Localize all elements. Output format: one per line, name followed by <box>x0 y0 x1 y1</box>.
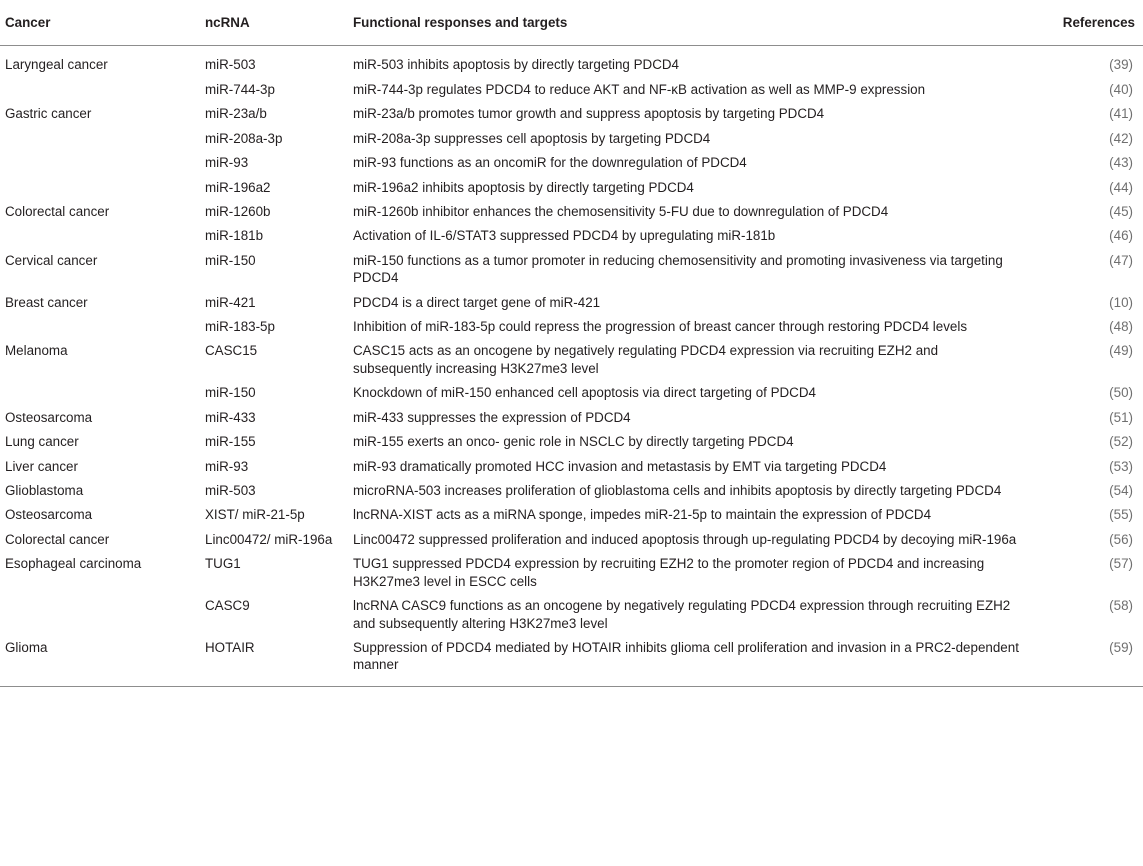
ref-paren-open: ( <box>1109 483 1114 499</box>
cell-ncrna: HOTAIR <box>200 635 348 686</box>
ref-paren-close: ) <box>1128 203 1133 219</box>
cell-cancer: Glioma <box>0 635 200 686</box>
ref-paren-open: ( <box>1109 179 1114 195</box>
cell-cancer: Cervical cancer <box>5 252 98 268</box>
reference-link[interactable]: 49 <box>1113 343 1129 359</box>
cell-reference[interactable] <box>1024 126 1143 150</box>
cell-function: microRNA-503 increases proliferation of glioblastoma cells and inhibits apoptosis by directly targeting PDCD4 <box>353 483 1002 499</box>
cell-cancer: Breast cancer <box>5 294 88 310</box>
ref-paren-open: ( <box>1109 81 1114 97</box>
ref-paren-close: ) <box>1128 409 1133 425</box>
table-body <box>0 46 1143 686</box>
cell-cancer: Esophageal carcinoma <box>5 556 142 572</box>
cell-cancer: Gastric cancer <box>5 106 92 122</box>
cell-function: Suppression of PDCD4 mediated by HOTAIR inhibits glioma cell proliferation and invasion in a PRC2-dependent manner <box>348 635 1024 686</box>
cell-function: TUG1 suppressed PDCD4 expression by recruiting EZH2 to the promoter region of PDCD4 and increasing H3K27me3 level in ESCC cells <box>353 556 985 589</box>
cell-ncrna: miR-155 <box>205 434 256 450</box>
ref-paren-open: ( <box>1109 228 1114 244</box>
ref-paren-close: ) <box>1128 531 1133 547</box>
cell-cancer: Liver cancer <box>5 458 78 474</box>
header-functional: Functional responses and targets <box>348 0 1024 46</box>
cell-function: Knockdown of miR-150 enhanced cell apoptosis via direct targeting of PDCD4 <box>353 385 816 401</box>
cell-cancer <box>0 314 200 338</box>
table-row <box>0 478 1143 502</box>
ref-paren-close: ) <box>1128 57 1133 73</box>
reference-link[interactable]: 42 <box>1113 130 1129 146</box>
table-row <box>0 380 1143 404</box>
table-row <box>0 46 1143 77</box>
cell-reference[interactable] <box>1024 290 1143 314</box>
cell-reference[interactable] <box>1024 77 1143 101</box>
ref-paren-close: ) <box>1128 179 1133 195</box>
reference-link[interactable]: 53 <box>1113 458 1129 474</box>
table-row <box>0 290 1143 314</box>
cell-cancer <box>0 223 200 247</box>
cell-reference[interactable] <box>1024 101 1143 125</box>
ref-paren-open: ( <box>1109 252 1114 268</box>
ref-paren-open: ( <box>1109 409 1114 425</box>
cell-cancer: Colorectal cancer <box>5 531 110 547</box>
cell-function: miR-433 suppresses the expression of PDCD4 <box>353 409 631 425</box>
cell-ncrna: CASC9 <box>205 598 250 614</box>
table-row <box>0 199 1143 223</box>
ref-paren-open: ( <box>1109 458 1114 474</box>
table-row <box>0 635 1143 686</box>
table-row <box>0 551 1143 593</box>
table-row <box>0 314 1143 338</box>
reference-link[interactable]: 46 <box>1113 228 1129 244</box>
cell-function: miR-503 inhibits apoptosis by directly targeting PDCD4 <box>353 57 679 73</box>
reference-link[interactable]: 58 <box>1113 598 1129 614</box>
reference-link[interactable]: 40 <box>1113 81 1129 97</box>
ref-paren-close: ) <box>1128 252 1133 268</box>
cell-function: Linc00472 suppressed proliferation and induced apoptosis through up-regulating PDCD4 by decoying miR-196a <box>353 531 1017 547</box>
ref-paren-close: ) <box>1128 81 1133 97</box>
cell-reference[interactable] <box>1024 502 1143 526</box>
header-row <box>0 0 1143 46</box>
ref-paren-close: ) <box>1128 598 1133 614</box>
ref-paren-close: ) <box>1128 507 1133 523</box>
reference-link[interactable]: 51 <box>1113 409 1129 425</box>
ref-paren-open: ( <box>1109 507 1114 523</box>
cell-cancer: Lung cancer <box>5 434 79 450</box>
cell-function: miR-93 functions as an oncomiR for the downregulation of PDCD4 <box>353 155 747 171</box>
ref-paren-open: ( <box>1109 319 1114 335</box>
ref-paren-close: ) <box>1128 343 1133 359</box>
ref-paren-close: ) <box>1128 556 1133 572</box>
ref-paren-close: ) <box>1128 434 1133 450</box>
table-row <box>0 248 1143 290</box>
reference-link[interactable]: 50 <box>1113 385 1129 401</box>
ref-paren-open: ( <box>1109 531 1114 547</box>
ref-paren-close: ) <box>1128 385 1133 401</box>
table-row <box>0 527 1143 551</box>
ref-paren-close: ) <box>1128 130 1133 146</box>
cell-function: miR-155 exerts an onco- genic role in NSCLC by directly targeting PDCD4 <box>353 434 794 450</box>
ref-paren-open: ( <box>1109 385 1114 401</box>
cell-reference[interactable] <box>1024 223 1143 247</box>
cell-reference[interactable] <box>1024 635 1143 686</box>
cell-function: miR-196a2 inhibits apoptosis by directly targeting PDCD4 <box>353 179 694 195</box>
reference-link[interactable]: 59 <box>1113 639 1129 655</box>
reference-link[interactable]: 39 <box>1113 57 1129 73</box>
reference-link[interactable]: 10 <box>1113 294 1129 310</box>
ref-paren-close: ) <box>1128 639 1133 655</box>
cell-ncrna: XIST/ miR-21-5p <box>205 507 305 523</box>
reference-link[interactable]: 43 <box>1113 155 1129 171</box>
ref-paren-open: ( <box>1109 343 1114 359</box>
ref-paren-close: ) <box>1128 294 1133 310</box>
reference-link[interactable]: 48 <box>1113 319 1129 335</box>
reference-link[interactable]: 47 <box>1113 252 1129 268</box>
cell-cancer <box>0 380 200 404</box>
cell-ncrna: miR-503 <box>205 483 256 499</box>
cell-reference[interactable] <box>1024 551 1143 593</box>
table-row <box>0 101 1143 125</box>
reference-link[interactable]: 57 <box>1113 556 1129 572</box>
cell-function: miR-23a/b promotes tumor growth and suppress apoptosis by targeting PDCD4 <box>353 106 825 122</box>
table-row <box>0 502 1143 526</box>
reference-link[interactable]: 41 <box>1113 106 1129 122</box>
reference-link[interactable]: 56 <box>1113 531 1129 547</box>
cell-cancer <box>0 126 200 150</box>
cell-ncrna: Linc00472/ miR-196a <box>205 531 333 547</box>
cell-reference[interactable] <box>1024 338 1143 380</box>
cell-function: CASC15 acts as an oncogene by negatively regulating PDCD4 expression via recruiting EZH2 and subsequently increasing H3K27me3 level <box>353 343 939 376</box>
cell-cancer <box>0 175 200 199</box>
cell-cancer: Laryngeal cancer <box>5 57 108 73</box>
cell-cancer: Glioblastoma <box>5 483 84 499</box>
ref-paren-open: ( <box>1109 130 1114 146</box>
cell-cancer: Melanoma <box>5 343 68 359</box>
ref-paren-open: ( <box>1109 556 1114 572</box>
cell-ncrna: miR-196a2 <box>205 179 271 195</box>
ref-paren-open: ( <box>1109 434 1114 450</box>
cell-ncrna: miR-23a/b <box>205 106 267 122</box>
ref-paren-close: ) <box>1128 155 1133 171</box>
table-row <box>0 126 1143 150</box>
cell-function: miR-93 dramatically promoted HCC invasion and metastasis by EMT via targeting PDCD4 <box>353 458 887 474</box>
cell-function: miR-150 functions as a tumor promoter in reducing chemosensitivity and promoting invasiveness via targeting PDCD4 <box>353 252 1003 286</box>
reference-link[interactable]: 54 <box>1113 483 1129 499</box>
ref-paren-open: ( <box>1109 106 1114 122</box>
ref-paren-close: ) <box>1128 106 1133 122</box>
cell-cancer <box>0 593 200 635</box>
cell-ncrna: CASC15 <box>205 343 258 359</box>
cell-ncrna: TUG1 <box>205 556 241 572</box>
reference-link[interactable]: 52 <box>1113 434 1129 450</box>
table-row <box>0 338 1143 380</box>
table-row <box>0 405 1143 429</box>
cell-reference[interactable] <box>1024 175 1143 199</box>
cell-ncrna: miR-93 <box>205 155 249 171</box>
cell-ncrna: miR-183-5p <box>205 319 275 335</box>
ref-paren-open: ( <box>1109 598 1114 614</box>
cell-ncrna: miR-93 <box>205 458 249 474</box>
cell-function: lncRNA-XIST acts as a miRNA sponge, impedes miR-21-5p to maintain the expression of PDCD4 <box>353 507 932 523</box>
ref-paren-open: ( <box>1109 639 1114 655</box>
cell-reference[interactable] <box>1024 248 1143 290</box>
cell-reference[interactable] <box>1024 454 1143 478</box>
cell-ncrna: miR-150 <box>205 385 256 401</box>
cell-reference[interactable] <box>1024 199 1143 223</box>
cell-function: lncRNA CASC9 functions as an oncogene by negatively regulating PDCD4 expression through recruiting EZH2 and subsequently altering H3K27me3 level <box>353 598 1011 631</box>
cell-cancer: Osteosarcoma <box>5 409 93 425</box>
table-row <box>0 429 1143 453</box>
cell-ncrna: miR-421 <box>205 294 256 310</box>
cell-reference[interactable] <box>1024 46 1143 77</box>
cell-function: miR-744-3p regulates PDCD4 to reduce AKT and NF-κB activation as well as MMP-9 expression <box>353 81 926 97</box>
cell-ncrna: miR-503 <box>205 57 256 73</box>
ref-paren-open: ( <box>1109 203 1114 219</box>
table-row <box>0 593 1143 635</box>
cell-cancer: Osteosarcoma <box>5 507 93 523</box>
cell-ncrna: miR-433 <box>205 409 256 425</box>
cell-reference[interactable] <box>1024 478 1143 502</box>
reference-link[interactable]: 44 <box>1113 179 1129 195</box>
ref-paren-close: ) <box>1128 319 1133 335</box>
cell-reference[interactable] <box>1024 429 1143 453</box>
table-row <box>0 77 1143 101</box>
cell-function: PDCD4 is a direct target gene of miR-421 <box>353 294 601 310</box>
ref-paren-open: ( <box>1109 155 1114 171</box>
ref-paren-close: ) <box>1128 458 1133 474</box>
header-cancer: Cancer <box>0 0 200 46</box>
table-row <box>0 175 1143 199</box>
cell-ncrna: miR-744-3p <box>205 81 275 97</box>
cell-cancer: Colorectal cancer <box>5 203 110 219</box>
ref-paren-open: ( <box>1109 57 1114 73</box>
cell-reference[interactable] <box>1024 314 1143 338</box>
table-row <box>0 454 1143 478</box>
cell-reference[interactable] <box>1024 527 1143 551</box>
cell-cancer <box>0 150 200 174</box>
cell-ncrna: miR-1260b <box>205 203 271 219</box>
table-row <box>0 223 1143 247</box>
cell-function: Inhibition of miR-183-5p could repress the progression of breast cancer through restoring PDCD4 levels <box>353 319 968 335</box>
cell-ncrna: miR-181b <box>205 228 264 244</box>
ref-paren-close: ) <box>1128 228 1133 244</box>
table-row <box>0 150 1143 174</box>
cell-reference[interactable] <box>1024 380 1143 404</box>
cell-function: miR-208a-3p suppresses cell apoptosis by targeting PDCD4 <box>353 130 711 146</box>
ref-paren-open: ( <box>1109 294 1114 310</box>
cell-reference[interactable] <box>1024 593 1143 635</box>
cell-cancer <box>0 77 200 101</box>
cell-reference[interactable] <box>1024 150 1143 174</box>
reference-link[interactable]: 55 <box>1113 507 1129 523</box>
cell-function: Activation of IL-6/STAT3 suppressed PDCD4 by upregulating miR-181b <box>353 228 776 244</box>
header-ncrna: ncRNA <box>200 0 348 46</box>
ref-paren-close: ) <box>1128 483 1133 499</box>
header-references: References <box>1024 0 1143 46</box>
cell-ncrna: miR-208a-3p <box>205 130 283 146</box>
cell-function: miR-1260b inhibitor enhances the chemosensitivity 5-FU due to downregulation of PDCD4 <box>353 203 889 219</box>
cell-ncrna: miR-150 <box>205 252 256 268</box>
cell-reference[interactable] <box>1024 405 1143 429</box>
table-header <box>0 0 1143 46</box>
reference-link[interactable]: 45 <box>1113 203 1129 219</box>
